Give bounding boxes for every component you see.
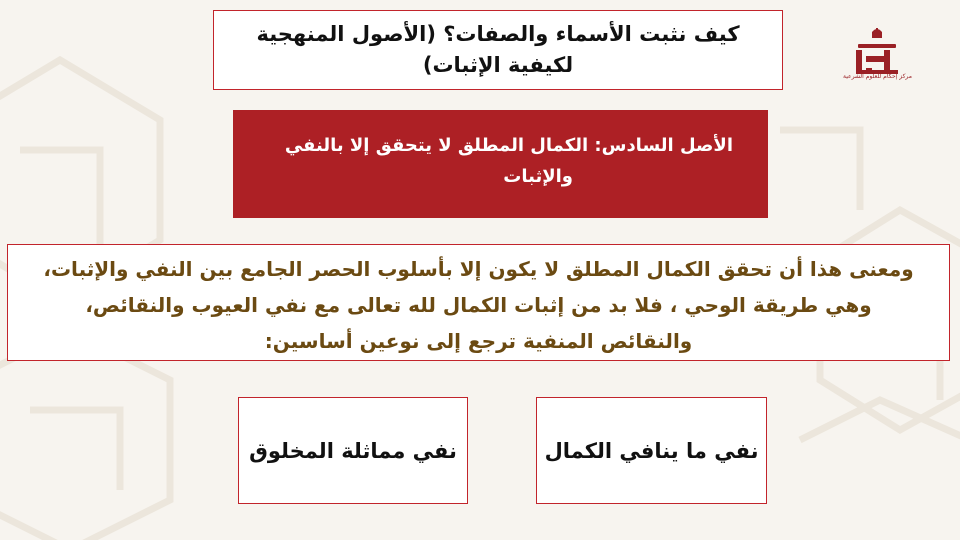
type-box-right	[536, 397, 767, 504]
principle-line-2: والإثبات	[503, 166, 573, 187]
principle-line-1: الأصل السادس: الكمال المطلق لا يتحقق إلا بالنفي	[284, 135, 733, 156]
type-box-left	[238, 397, 468, 504]
title-line-2: لكيفية الإثبات)	[422, 53, 574, 77]
principle-banner	[233, 110, 768, 218]
slide-title	[213, 10, 783, 90]
ihkam-logo-icon	[848, 26, 906, 94]
title-line-1: كيف نثبت الأسماء والصفات؟ (الأصول المنهجية	[256, 22, 740, 46]
logo-subtitle: مركز إحكام للعلوم الشرعية	[843, 73, 912, 80]
type-right-label: نفي ما ينافي الكمال	[544, 438, 759, 463]
type-left-label: نفي مماثلة المخلوق	[249, 438, 457, 463]
meaning-line-1: ومعنى هذا أن تحقق الكمال المطلق لا يكون إلا بأسلوب الحصر الجامع بين النفي والإثبات،	[43, 257, 914, 281]
meaning-line-2: وهي طريقة الوحي ، فلا بد من إثبات الكمال لله تعالى مع نفي العيوب والنقائص،	[85, 293, 872, 317]
meaning-paragraph	[7, 244, 950, 361]
meaning-line-3: والنقائص المنفية ترجع إلى نوعين أساسين:	[264, 329, 693, 353]
